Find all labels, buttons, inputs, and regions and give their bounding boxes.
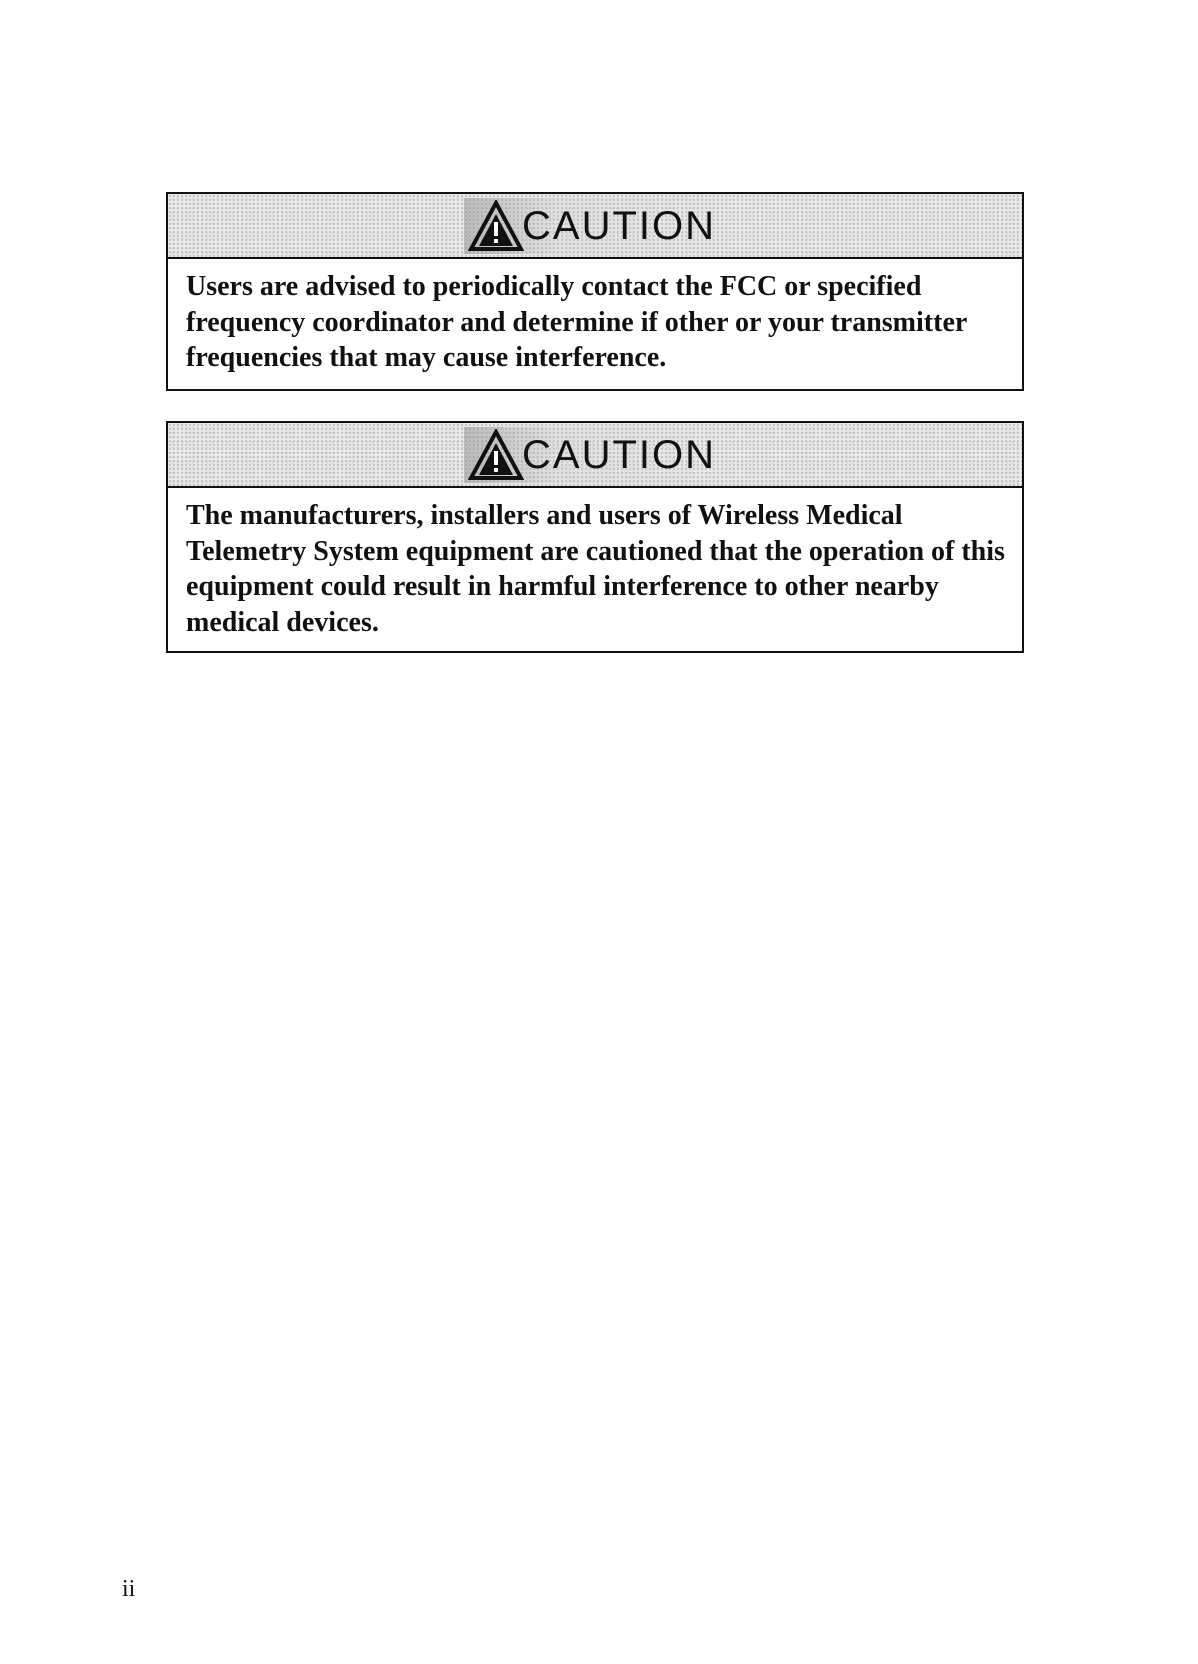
page-number: ii — [122, 1576, 136, 1602]
caution-box — [166, 192, 1024, 391]
caution-label — [464, 427, 726, 483]
caution-header — [168, 423, 1022, 488]
caution-text: The manufacturers, installers and users of Wireless Medical Telemetry System equipment are cautioned that the operation of this equipment could result in harmful interference to other nearby medical devices. — [186, 500, 1005, 638]
warning-triangle-icon — [468, 429, 524, 481]
caution-title: CAUTION — [522, 432, 716, 477]
caution-text: Users are advised to periodically contact the FCC or specified frequency coordinator and determine if other or your transmitter frequencies that may cause interference. — [186, 271, 967, 373]
caution-title: CAUTION — [522, 203, 716, 248]
warning-triangle-icon — [468, 200, 524, 252]
caution-box — [166, 421, 1024, 653]
caution-label — [464, 198, 726, 254]
caution-header — [168, 194, 1022, 259]
